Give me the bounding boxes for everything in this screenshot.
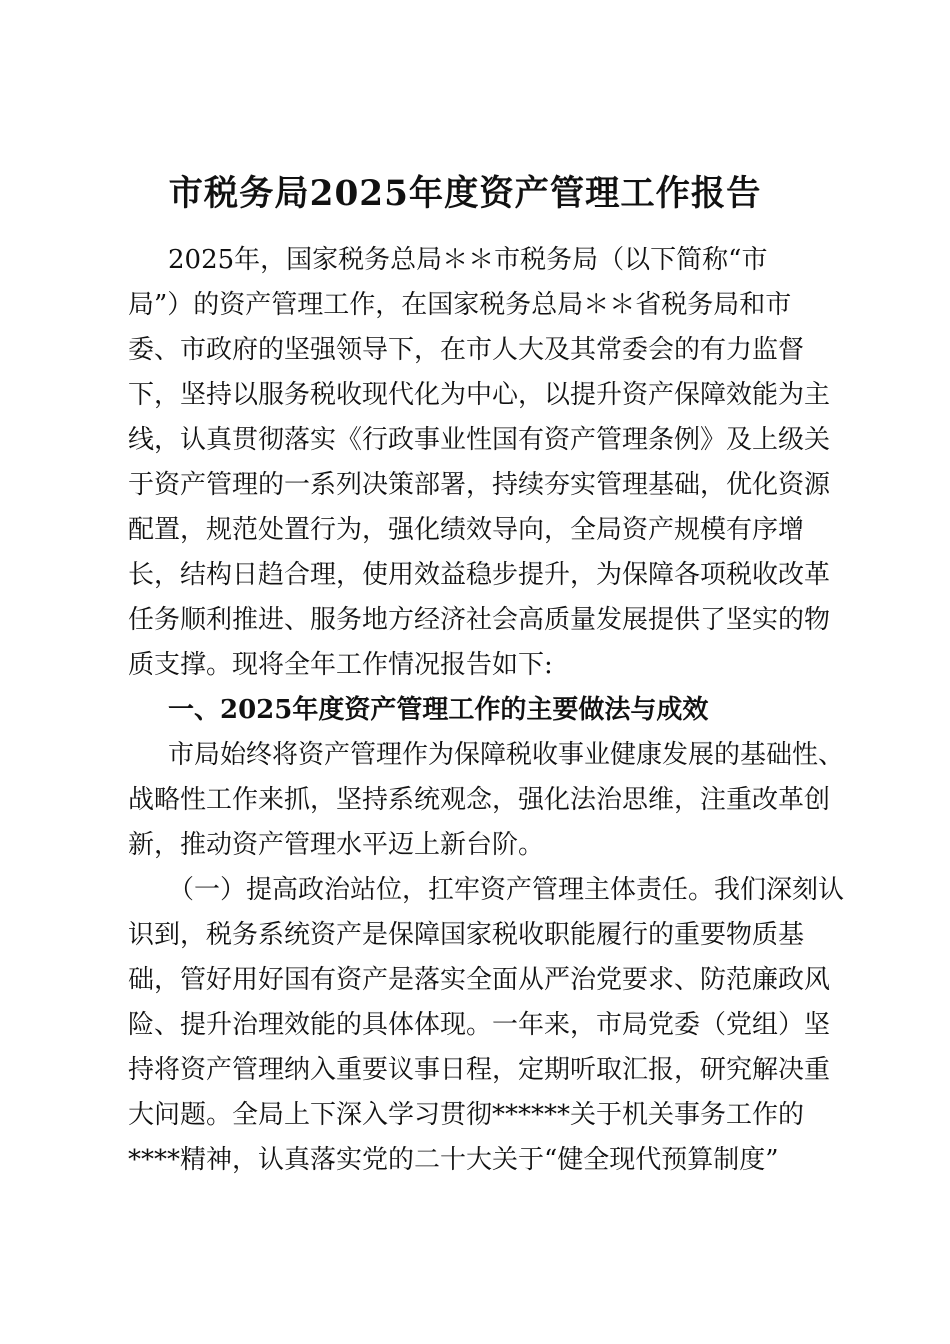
- intro-line: 于资产管理的一系列决策部署，持续夯实管理基础，优化资源: [128, 470, 831, 500]
- document-title: 市税务局2025年度资产管理工作报告: [168, 173, 762, 214]
- section-line: 市局始终将资产管理作为保障税收事业健康发展的基础性、: [168, 740, 845, 770]
- subsection-line: 持将资产管理纳入重要议事日程，定期听取汇报，研究解决重: [128, 1055, 831, 1085]
- subsection-line: 识到，税务系统资产是保障国家税收职能履行的重要物质基: [128, 920, 805, 950]
- section-line: 新，推动资产管理水平迈上新台阶。: [128, 830, 545, 860]
- subsection-line: 大问题。全局上下深入学习贯彻******关于机关事务工作的: [128, 1100, 805, 1130]
- intro-line: 委、市政府的坚强领导下，在市人大及其常委会的有力监督: [128, 335, 805, 365]
- intro-line: 配置，规范处置行为，强化绩效导向，全局资产规模有序增: [128, 515, 805, 545]
- subsection-line: 础，管好用好国有资产是落实全面从严治党要求、防范廉政风: [128, 965, 831, 995]
- subsection-line: ****精神，认真落实党的二十大关于“健全现代预算制度”: [128, 1145, 779, 1175]
- subsection-line: （一）提高政治站位，扛牢资产管理主体责任。我们深刻认: [168, 875, 845, 905]
- intro-line: 2025年，国家税务总局＊＊市税务局（以下简称“市: [168, 245, 768, 275]
- intro-line: 局”）的资产管理工作，在国家税务总局＊＊省税务局和市: [128, 290, 792, 320]
- intro-line: 线，认真贯彻落实《行政事业性国有资产管理条例》及上级关: [128, 425, 831, 455]
- subsection-line: 险、提升治理效能的具体体现。一年来，市局党委（党组）坚: [128, 1010, 831, 1040]
- intro-line: 任务顺利推进、服务地方经济社会高质量发展提供了坚实的物: [128, 605, 831, 635]
- intro-line: 长，结构日趋合理，使用效益稳步提升，为保障各项税收改革: [128, 560, 831, 590]
- intro-line: 质支撑。现将全年工作情况报告如下:: [128, 650, 553, 680]
- section-heading: 一、2025年度资产管理工作的主要做法与成效: [168, 695, 709, 725]
- intro-line: 下，坚持以服务税收现代化为中心，以提升资产保障效能为主: [128, 380, 831, 410]
- section-line: 战略性工作来抓，坚持系统观念，强化法治思维，注重改革创: [128, 785, 831, 815]
